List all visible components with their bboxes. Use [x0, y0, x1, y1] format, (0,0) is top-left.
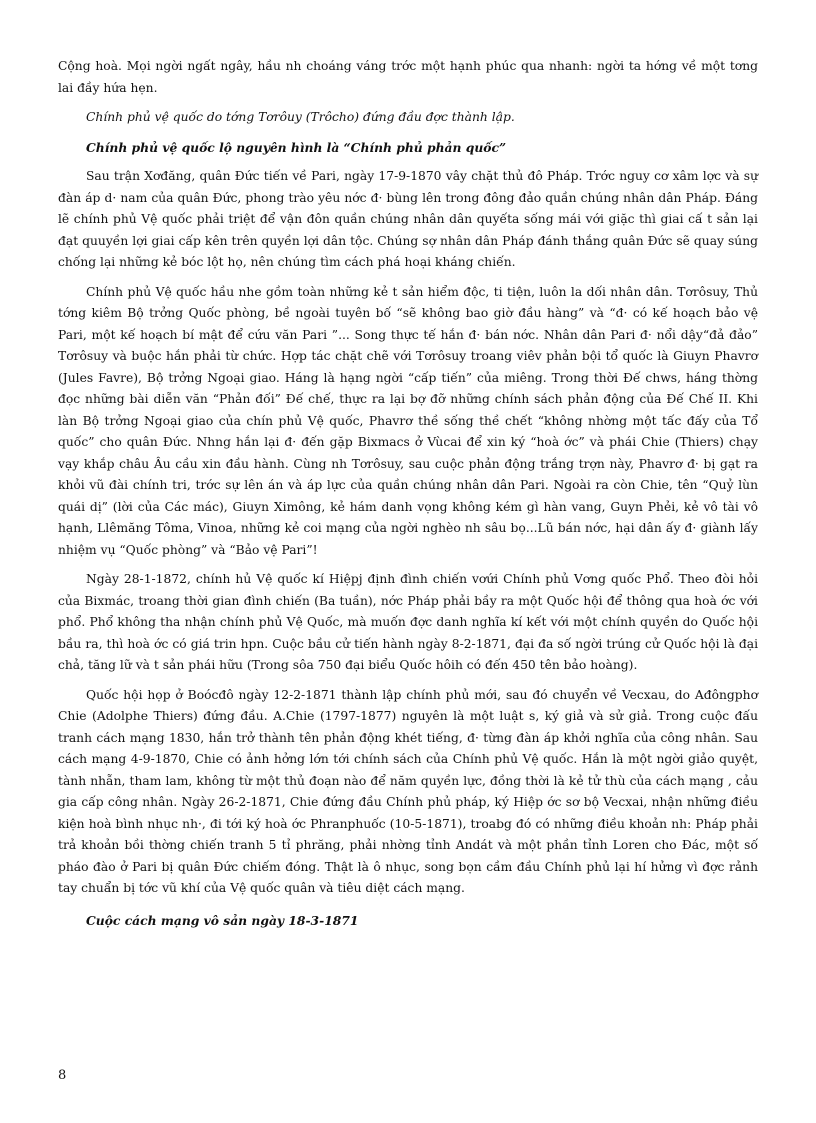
page-number: 8 — [58, 1068, 67, 1083]
paragraph-armistice: Ngày 28-1-1872, chính hủ Vệ quốc kí Hiệpj định đình chiến vơứi Chính phủ Vơng quốc Phổ. Theo đòi hỏi của Bixmác, troang thời gian đình chiến (Ba tuần), nớc Pháp phải bầy ra một Quốc hội để thông qua hoà ớc với phổ. Phổ không tha nhận chính phủ Vệ Quốc, mà muốn đợc danh nghĩa kí kết với một chính quyền do Quốc hội bầu ra, thì hoà ớc có giá trin hpn. Cuộc bầu cử tiến hành ngày 8-2-1871, đại đa số ngời trúng cử Quốc hội là đại chả, tăng lữ và t sản phái hữu (Trong sôa 750 đại biểu Quốc hôih có đến 450 tên bảo hoàng). — [58, 572, 758, 672]
section-heading-traitor-government: Chính phủ vệ quốc lộ nguyên hình là “Chính phủ phản quốc” — [86, 139, 507, 155]
paragraph-government-members: Chính phủ Vệ quốc hầu nhe gồm toàn những kẻ t sản hiểm độc, ti tiện, luôn la dối nhân dân. Tơrôsuy, Thủ tớng kiêm Bộ trởng Quốc phòng, bề ngoài tuyên bố “sẽ không bao giờ đầu hàng” và “đ· có kế hoạch bảo vệ Pari, một kế hoạch bí mật để cứu văn Pari ”... Song thực tế hắn đ· bán nớc. Nhân dân Pari đ· nổi dậy“đả đảo” Tơrôsuy và buộc hắn phải từ chức. Hợp tác chặt chẽ với Tơrôsuy troang viêv phản bội tổ quốc là Giuyn Phavrơ (Jules Favre), Bộ trởng Ngoại giao. Háng là hạng ngời “cấp tiến” của miêng. Trong thời Đế chws, háng thờng đọc những bài diễn văn “Phản đối” Đế chế, thực ra lại bợ đỡ những chính sách phản động của Đế Chế II. Khi làn Bộ trởng Ngoại giao của chín phủ Vệ quốc, Phavrơ thề sống thề chết “không nhờng một tấc đấy của Tổ quốc” cho quân Đức. Nhng hắn lại đ· đến gặp Bixmacs ở Vùcai để xin ký “hoà ớc” và phái Chie (Thiers) chạy vạy khắp châu Âu cầu xin đầu hành. Cùng nh Tơrôsuy, sau cuộc phản động trắng trợn này, Phavrơ đ· bị gạt ra khỏi vũ đài chính tri, trớc sự lên án và áp lực của quần chúng nhân dân Pari. Ngoài ra còn Chie, tên “Quỷ lùn quái dị” (lời của Các mác), Giuyn Ximông, kẻ hám danh vọng không kém gì hàn vang, Guyn Phẻi, kẻ vô tài vô hạnh, Llêmăng Tôma, Vinoa, những kẻ coi mạng của ngời nghèo nh sâu bọ...Lũ bán nớc, hại dân ấy đ· giành lấy nhiệm vụ “Quốc phòng” và “Bảo vệ Pari”! — [58, 284, 758, 557]
section-heading-proletarian-revolution: Cuộc cách mạng vô sản ngày 18-3-1871 — [86, 912, 359, 928]
paragraph-continuation: Cộng hoà. Mọi ngời ngất ngây, hầu nh choáng váng trớc một hạnh phúc qua nhanh: ngời ta hớng về một tơng lai đầy hứa hẹn. — [58, 59, 758, 95]
paragraph-national-assembly: Quốc hội họp ở Boócđô ngày 12-2-1871 thành lập chính phủ mới, sau đó chuyển về Vecxau, do Ađôngphơ Chie (Adolphe Thiers) đứng đầu. A.Chie (1797-1877) nguyên là một luật s, ký giả và sử giả. Trong cuộc đấu tranh cách mạng 1830, hắn trở thành tên phản động khét tiếng, đ· từng đàn áp khởi nghĩa của công nhân. Sau cách mạng 4-9-1870, Chie có ảnh hởng lớn tới chính sách của Chính phủ Vệ quốc. Hắn là một ngời giảo quyệt, tành nhẫn, tham lam, không từ một thủ đoạn nào để năm quyền lực, đồng thời là kẻ tử thù của cách mạng , cảu gia cấp công nhân. Ngày 26-2-1871, Chie đứng đầu Chính phủ pháp, ký Hiệp ớc sơ bộ Vecxai, nhận những điều kiện hoà bình nhục nh·, đi tới ký hoà ớc Phranphuốc (10-5-1871), troabg đó có những điều khoản nh: Pháp phải trả khoản bồi thờng chiến tranh 5 tỉ phrăng, phải nhờng tỉnh Andát và một phần tỉnh Loren cho Đác, một số pháo đào ở Pari bị quân Đức chiếm đóng. Thật là ô nhục, song bọn cầm đầu Chính phủ lại hí hửng vì đợc rảnh tay chuẩn bị tớc vũ khí của Vệ quốc quân và tiêu diệt cách mạng. — [58, 687, 758, 895]
page-body — [58, 56, 758, 939]
paragraph-siege-of-paris: Sau trận Xơđăng, quân Đức tiến về Pari, ngày 17-9-1870 vây chặt thủ đô Pháp. Trớc nguy cơ xâm lợc và sự đàn áp d· nam của quân Đức, phong trào yêu nớc đ· bùng lên trong đông đảo quần chúng nhân dân Pháp. Đáng lẽ chính phủ Vệ quốc phải triệt để vận đôn quần chúng nhân dân quyếta sống mái với giặc thì giai cấ t sản lại đạt quuyền lợi giai cấp kên trên quyền lợi dân tộc. Chúng sợ nhân dân Pháp đánh thắng quân Đức sẽ quay súng chống lại những kẻ bóc lột họ, nên chúng tìm cách phá hoại kháng chiến. — [58, 169, 758, 269]
paragraph-government-formed: Chính phủ vệ quốc do tớng Tơrôuy (Trôcho) đứng đầu đợc thành lập. — [86, 110, 515, 124]
